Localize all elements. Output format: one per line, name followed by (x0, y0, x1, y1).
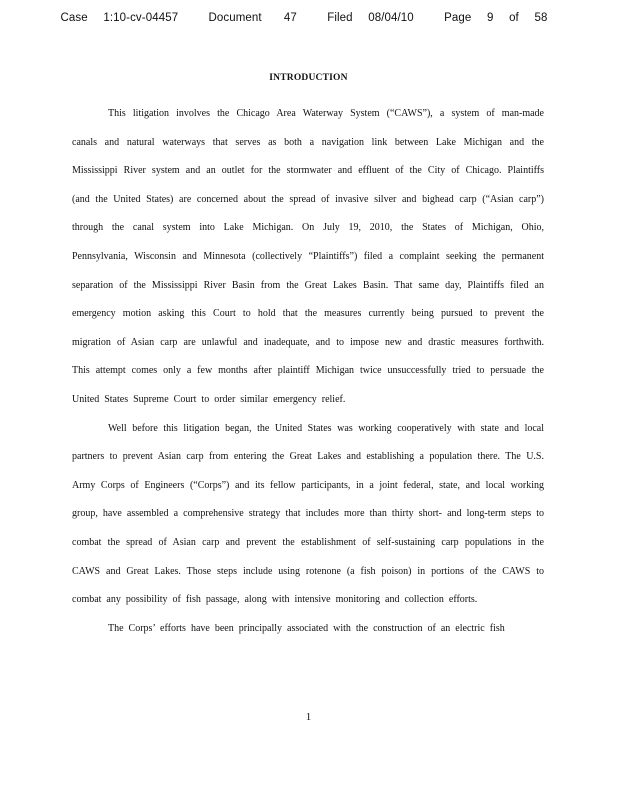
case-label (61, 12, 188, 24)
page-current: 9 (486, 12, 494, 24)
filed-date: 08/04/10 (368, 12, 414, 24)
document-label (209, 12, 306, 24)
page-number: 1 (305, 711, 312, 723)
case-label-text: Case (60, 12, 88, 24)
case-header (0, 12, 617, 24)
section-title: INTRODUCTION (269, 73, 348, 83)
filed-label-text: Filed (327, 12, 353, 24)
page-total: 58 (534, 12, 548, 24)
document-body (72, 100, 544, 643)
paragraph-2: Well before this litigation began, the United States was working cooperatively with state and local partners to prevent Asian carp from entering the Great Lakes and establishing a population there. The U.S. Army Corps of Engineers (“Corps”) and its fellow participants, in a joint federal, state, and local working group, have assembled a comprehensive strategy that includes more than thirty short- and long-term steps to combat the spread of Asian carp and prevent the establishment of self-sustaining carp populations in the CAWS and Great Lakes. Those steps include using rotenone (a fish poison) in portions of the CAWS to combat any possibility of fish passage, along with intensive monitoring and collection efforts. (72, 422, 544, 606)
case-number: 1:10-cv-04457 (103, 12, 179, 24)
paragraph-3: The Corps’ efforts have been principally associated with the construction of an electric fish (108, 622, 505, 634)
filed-label (327, 12, 423, 24)
document-number: 47 (283, 12, 297, 24)
page-of: of (509, 12, 519, 24)
page-label (444, 12, 556, 24)
document-label-text: Document (208, 12, 262, 24)
paragraph-1: This litigation involves the Chicago Area Waterway System (“CAWS”), a system of man-made canals and natural waterways that serves as both a navigation link between Lake Michigan and the Mississippi River system and an outlet for the stormwater and effluent of the City of Chicago. Plaintiffs (and the United States) are concerned about the spread of invasive silver and bighead carp (“Asian carp”) through the canal system into Lake Michigan. On July 19, 2010, the States of Michigan, Ohio, Pennsylvania, Wisconsin and Minnesota (collectively “Plaintiffs”) filed a complaint seeking the permanent separation of the Mississippi River Basin from the Great Lakes Basin. That same day, Plaintiffs filed an emergency motion asking this Court to hold that the measures currently being pursued to prevent the migration of Asian carp are unlawful and inadequate, and to impose new and drastic measures forthwith. This attempt comes only a few months after plaintiff Michigan twice unsuccessfully tried to persuade the United States Supreme Court to order similar emergency relief. (72, 108, 544, 405)
page-label-text: Page (444, 12, 472, 24)
